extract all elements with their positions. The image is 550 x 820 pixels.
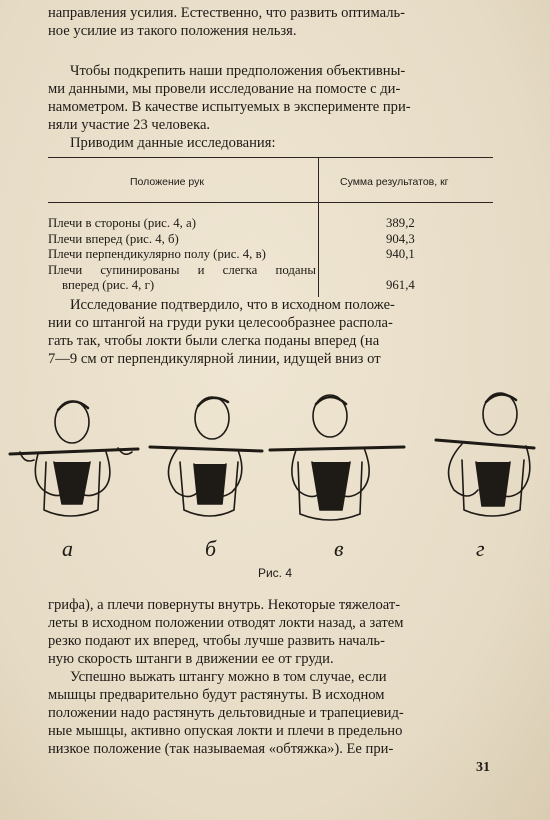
text-line: мышцы предварительно будут растянуты. В исходном <box>48 687 385 703</box>
table-header-sum: Сумма результатов, кг <box>340 176 449 188</box>
text-line: ные мышцы, активно опуская локти и плечи в предельно <box>48 723 403 739</box>
figure-barbell-positions <box>0 392 550 552</box>
figure-label-a: а <box>62 536 73 561</box>
table-header-position: Положение рук <box>130 176 204 188</box>
text-line: намометром. В качестве испытуемых в эксперименте при- <box>48 99 411 115</box>
table-row: Плечи в стороны (рис. 4, а) <box>48 216 196 230</box>
lifter-illustration-b <box>150 397 262 516</box>
text-line: гать так, чтобы локти были слегка поданы вперед (на <box>48 333 380 349</box>
table-row: вперед (рис. 4, г) <box>62 278 155 292</box>
text-line: нии со штангой на груди руки целесообразнее распола- <box>48 315 393 331</box>
table-row: Плечи вперед (рис. 4, б) <box>48 231 179 246</box>
paragraph-research <box>48 62 500 134</box>
figure-caption: Рис. 4 <box>257 566 293 580</box>
paragraph-grip <box>48 596 500 668</box>
text-line: положении надо растянуть дельтовидные и трапециевид- <box>48 705 404 721</box>
table-row-labels <box>48 216 316 294</box>
paragraph-stretch <box>48 668 500 758</box>
table-column-divider <box>318 157 319 297</box>
table-value: 961,4 <box>386 278 415 292</box>
text-line: Чтобы подкрепить наши предположения объективны- <box>70 63 406 79</box>
table-top-rule <box>48 157 493 158</box>
figure-label-b: б <box>205 536 217 561</box>
table-values <box>386 216 415 294</box>
text-line: 7—9 см от перпендикулярной линии, идущей вниз от <box>48 351 381 367</box>
table-value: 904,3 <box>386 231 415 246</box>
table-value: 940,1 <box>386 247 415 261</box>
figure-label-g: г <box>476 536 485 561</box>
page-number: 31 <box>476 760 490 775</box>
paragraph-intro-table <box>48 134 500 152</box>
text-line: Успешно выжать штангу можно в том случае, если <box>70 669 387 685</box>
text-line: грифа), а плечи повернуты внутрь. Некоторые тяжелоат- <box>48 597 401 613</box>
lifter-illustration-v <box>270 395 404 520</box>
text-line: резко подают их вперед, чтобы лучше развить началь- <box>48 633 385 649</box>
table-header-rule <box>48 202 493 203</box>
text-line: леты в исходном положении отводят локти назад, а затем <box>48 615 404 631</box>
text-line: няли участие 23 человека. <box>48 117 211 133</box>
paragraph-conclusion <box>48 296 500 368</box>
text-line: Приводим данные исследования: <box>70 135 276 151</box>
text-line: ную скорость штанги в движении ее от груди. <box>48 651 334 667</box>
table-row: Плечи перпендикулярно полу (рис. 4, в) <box>48 247 266 261</box>
table-value: 389,2 <box>386 216 415 230</box>
figure-label-v: в <box>334 536 344 561</box>
text-line: ное усилие из такого положения нельзя. <box>48 23 297 39</box>
table-row: Плечи супинированы и слегка поданы <box>48 262 316 277</box>
lifter-illustration-g <box>436 393 534 516</box>
lifter-illustration-a <box>10 401 138 516</box>
text-line: низкое положение (так называемая «обтяжка»). Ее при- <box>48 741 394 757</box>
text-line: Исследование подтвердило, что в исходном положе- <box>70 297 395 313</box>
text-line: направления усилия. Естественно, что развить оптималь- <box>48 5 405 21</box>
text-line: ми данными, мы провели исследование на помосте с ди- <box>48 81 401 97</box>
paragraph-continuation <box>48 4 500 40</box>
